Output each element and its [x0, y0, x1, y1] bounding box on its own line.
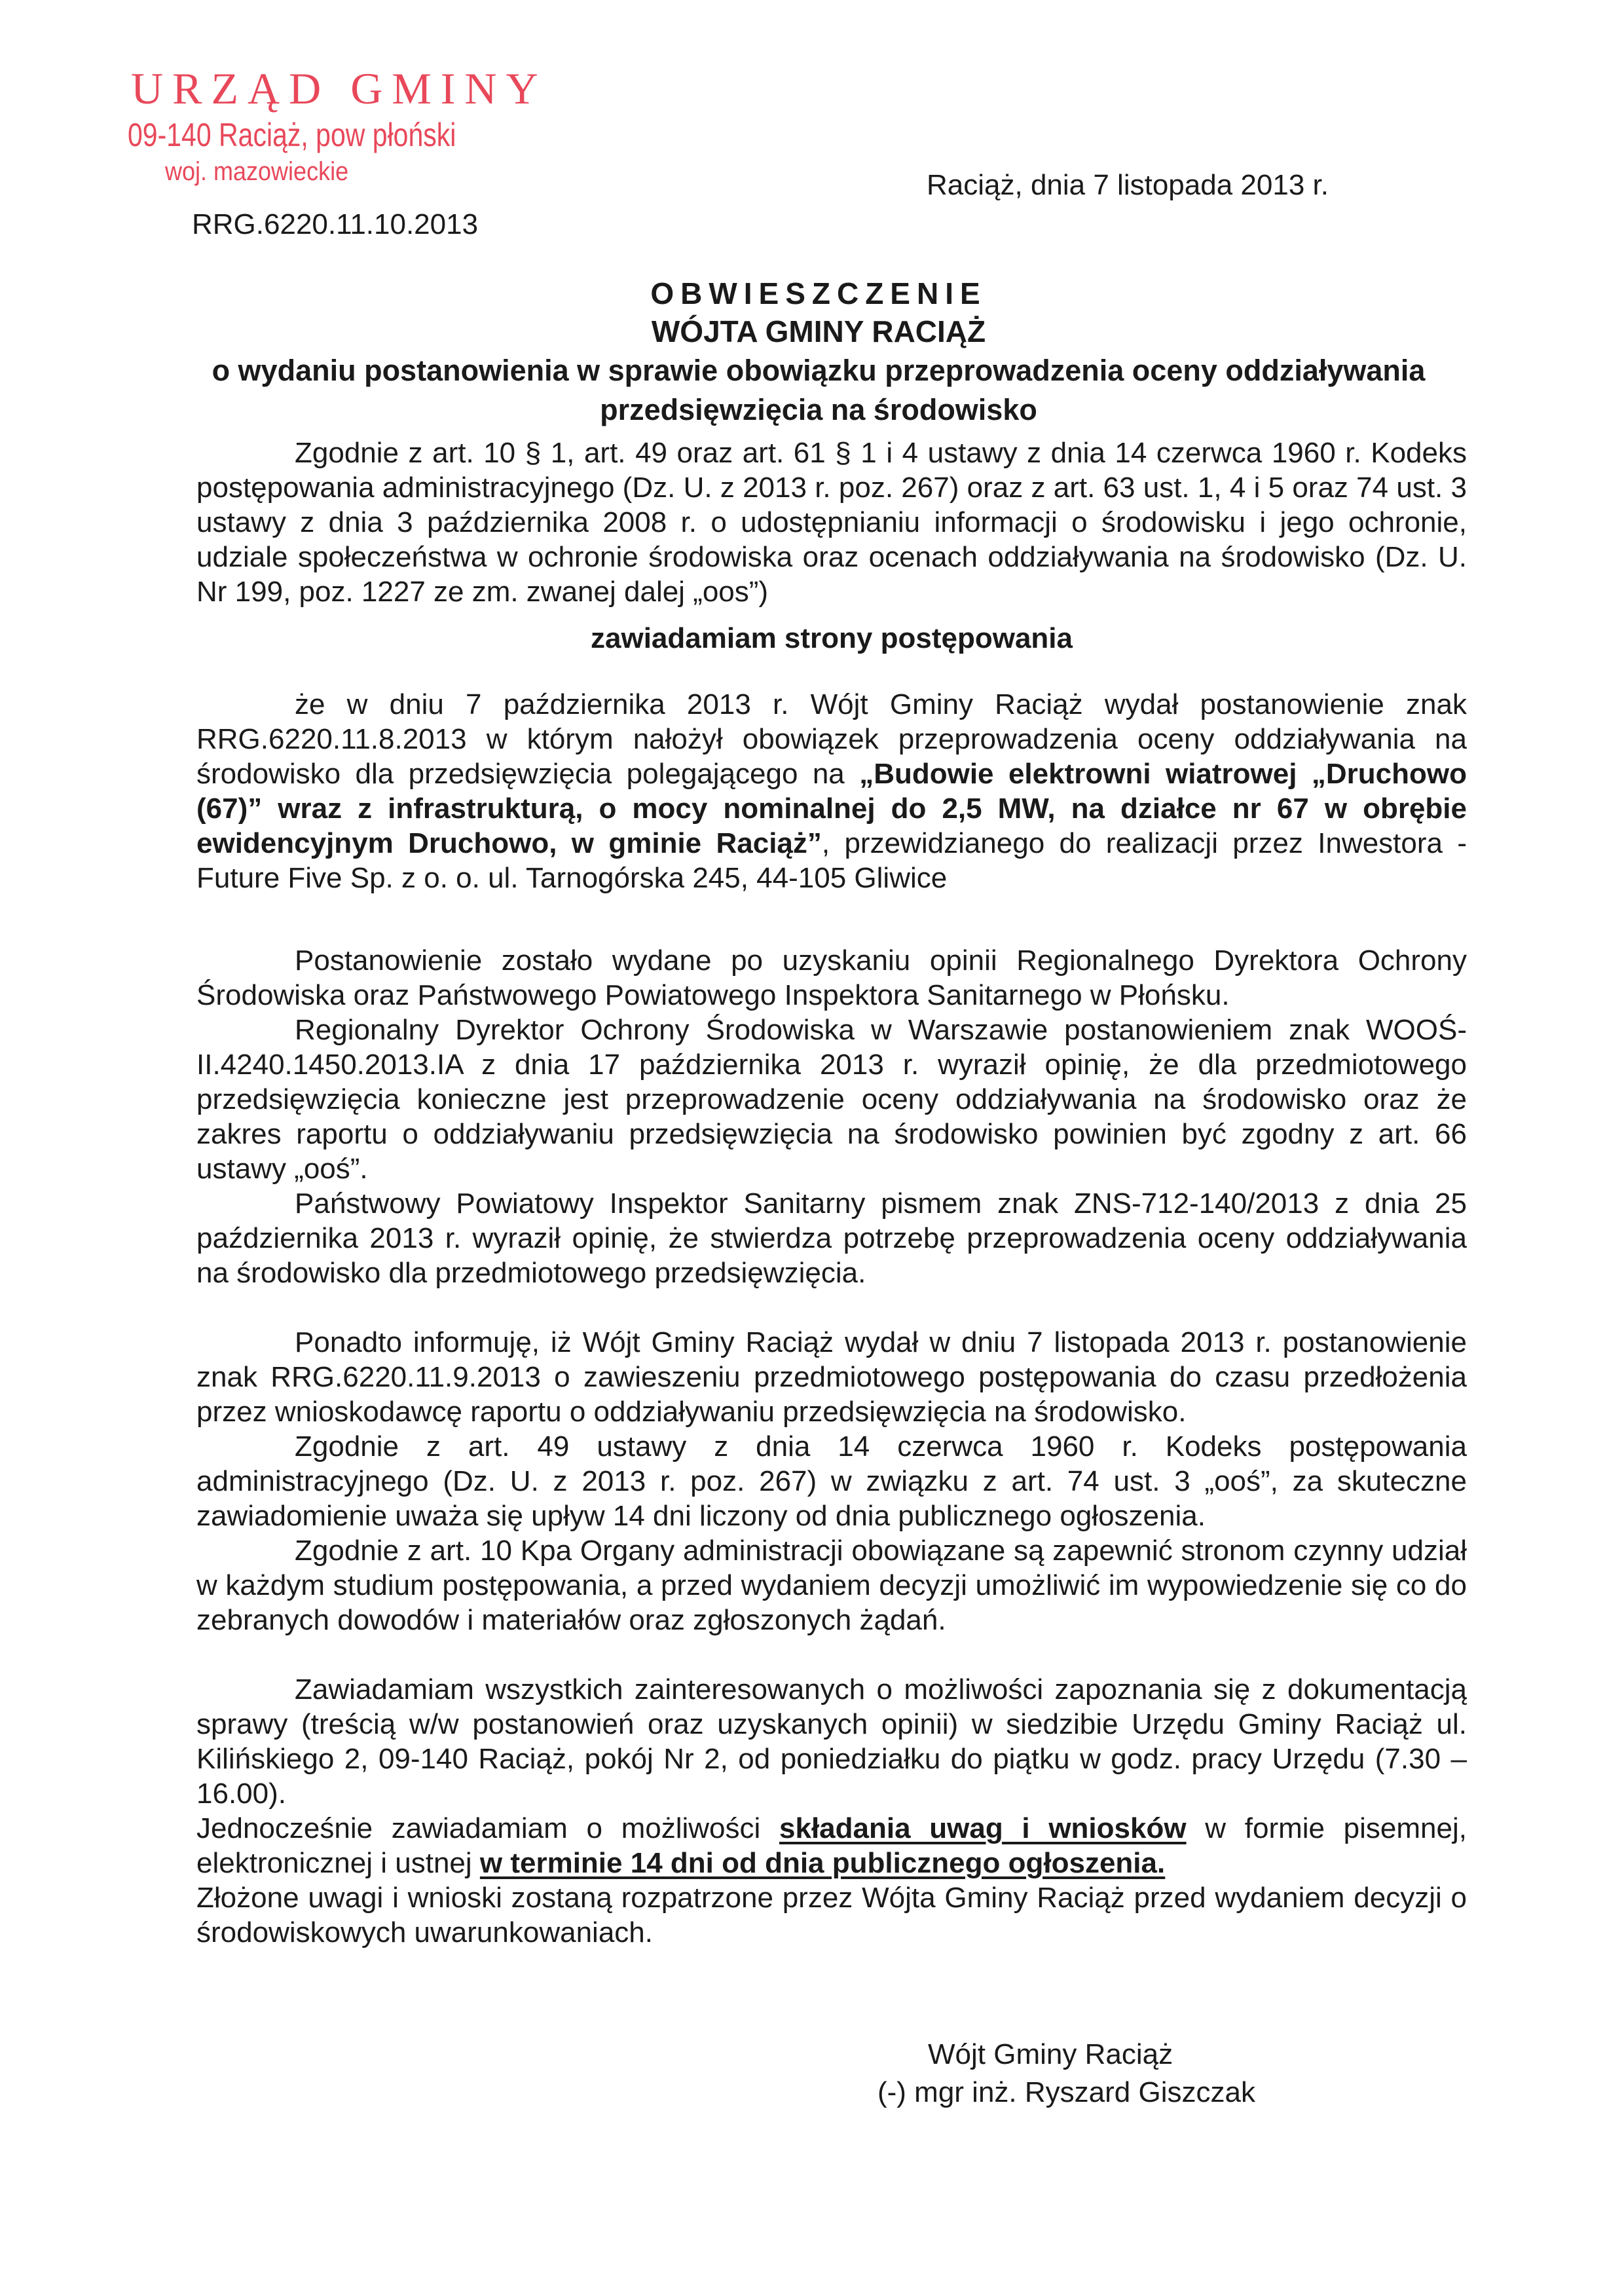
- place-date: Raciąż, dnia 7 listopada 2013 r.: [927, 169, 1329, 201]
- title-announcement: OBWIESZCZENIE: [650, 276, 987, 310]
- remarks-paragraph: [196, 1811, 1467, 1880]
- stamp-voivodeship: woj. mazowieckie: [165, 157, 349, 186]
- stamp-office-name: URZĄD GMINY: [131, 64, 547, 113]
- art49-paragraph: Zgodnie z art. 49 ustawy z dnia 14 czerwca 1960 r. Kodeks postępowania administracyjnego (Dz. U. z 2013 r. poz. 267) w związku z art. 74 ust. 3 „ooś”, za skuteczne zawiadomienie uważa się upływ 14 dni liczony od dnia publicznego ogłoszenia.: [196, 1430, 1467, 1532]
- notice-heading: zawiadamiam strony postępowania: [591, 622, 1073, 654]
- stamp-address: 09-140 Raciąż, pow płoński: [128, 117, 456, 153]
- office-stamp: [128, 62, 547, 188]
- art10-paragraph: Zgodnie z art. 10 Kpa Organy administracji obowiązane są zapewnić stronom czynny udział w każdym studium postępowania, a przed wydaniem decyzji umożliwić im wypowiedzenie się co do zebranych dowodów i materiałów oraz zgłoszonych żądań.: [196, 1535, 1467, 1636]
- remarks-deadline: w terminie 14 dni od dnia publicznego ogłoszenia.: [479, 1847, 1166, 1879]
- opinions-intro-paragraph: Postanowienie zostało wydane po uzyskaniu opinii Regionalnego Dyrektora Ochrony Środowiska oraz Państwowego Powiatowego Inspektora Sanitarnego w Płońsku.: [196, 944, 1467, 1011]
- remarks-emphasis-1: składania uwag i wniosków: [779, 1812, 1187, 1844]
- signatory-name: (-) mgr inż. Ryszard Giszczak: [877, 2076, 1255, 2108]
- suspension-paragraph: Ponadto informuję, iż Wójt Gminy Raciąż wydał w dniu 7 listopada 2013 r. postanowienie znak RRG.6220.11.9.2013 o zawieszeniu przedmiotowego postępowania do czasu przedłożenia przez wnioskodawcę raportu o oddziaływaniu przedsięwzięcia na środowisko.: [196, 1326, 1467, 1428]
- document-body: [196, 436, 1467, 1950]
- legal-basis-paragraph: Zgodnie z art. 10 § 1, art. 49 oraz art. 61 § 1 i 4 ustawy z dnia 14 czerwca 1960 r. Kodeks postępowania administracyjnego (Dz. U. z 2013 r. poz. 267) oraz z art. 63 ust. 1, 4 i 5 oraz 74 ust. 3 ustawy z dnia 3 października 2008 r. o udostępnianiu informacji o środowisku i jego ochronie, udziale społeczeństwa w ochronie środowiska oraz ocenach oddziaływania na środowisko (Dz. U. Nr 199, poz. 1227 ze zm. zwanej dalej „oos”): [196, 437, 1467, 608]
- title-issuer: WÓJTA GMINY RACIĄŻ: [651, 314, 986, 348]
- ppis-opinion-paragraph: Państwowy Powiatowy Inspektor Sanitarny pismem znak ZNS-712-140/2013 z dnia 25 października 2013 r. wyraził opinię, że stwierdza potrzebę przeprowadzenia oceny oddziaływania na środowisko dla przedmiotowego przedsięwzięcia.: [196, 1187, 1467, 1289]
- project-name: „Budowie elektrowni wiatrowej „Druchowo (67)” wraz z infrastrukturą, o mocy nominalnej do 2,5 MW, na działce nr 67 w obrębie ewidencyjnym Druchowo, w gminie Raciąż”: [196, 758, 1467, 859]
- decision-text-before: że w dniu 7 października 2013 r. Wójt Gminy Raciąż wydał postanowienie znak RRG.6220.11.8.2013 w którym nałożył obowiązek przeprowadzenia oceny oddziaływania na środowisko dla przedsięwzięcia polegającego na: [196, 688, 1467, 790]
- remarks-text-2: w formie pisemnej, elektronicznej i ustnej: [196, 1812, 1467, 1879]
- decision-paragraph: [196, 687, 1467, 895]
- title-subject: o wydaniu postanowienia w sprawie obowiązku przeprowadzenia oceny oddziaływania przedsięwzięcia na środowisko: [212, 354, 1426, 426]
- access-paragraph: Zawiadamiam wszystkich zainteresowanych o możliwości zapoznania się z dokumentacją sprawy (treścią w/w postanowień oraz uzyskanych opinii) w siedzibie Urzędu Gminy Raciąż ul. Kilińskiego 2, 09-140 Raciąż, pokój Nr 2, od poniedziałku do piątku w godz. pracy Urzędu (7.30 – 16.00).: [196, 1673, 1467, 1810]
- reference-number: RRG.6220.11.10.2013: [192, 208, 479, 240]
- document-title: [164, 275, 1473, 430]
- remarks-text-1: Jednocześnie zawiadamiam o możliwości: [196, 1812, 780, 1844]
- closing-paragraph: Złożone uwagi i wnioski zostaną rozpatrzone przez Wójta Gminy Raciąż przed wydaniem decyzji o środowiskowych uwarunkowaniach.: [196, 1882, 1467, 1949]
- decision-text-after: , przewidzianego do realizacji przez Inwestora - Future Five Sp. z o. o. ul. Tarnogórska 245, 44-105 Gliwice: [196, 827, 1467, 894]
- signature-block: [877, 2036, 1255, 2112]
- rdos-opinion-paragraph: Regionalny Dyrektor Ochrony Środowiska w Warszawie postanowieniem znak WOOŚ-II.4240.1450.2013.IA z dnia 17 października 2013 r. wyraził opinię, że dla przedmiotowego przedsięwzięcia konieczne jest przeprowadzenie oceny oddziaływania na środowisko oraz że zakres raportu o oddziaływaniu przedsięwzięcia na środowisko powinien być zgodny z art. 66 ustawy „ooś”.: [196, 1014, 1467, 1185]
- signatory-title: Wójt Gminy Raciąż: [928, 2038, 1173, 2070]
